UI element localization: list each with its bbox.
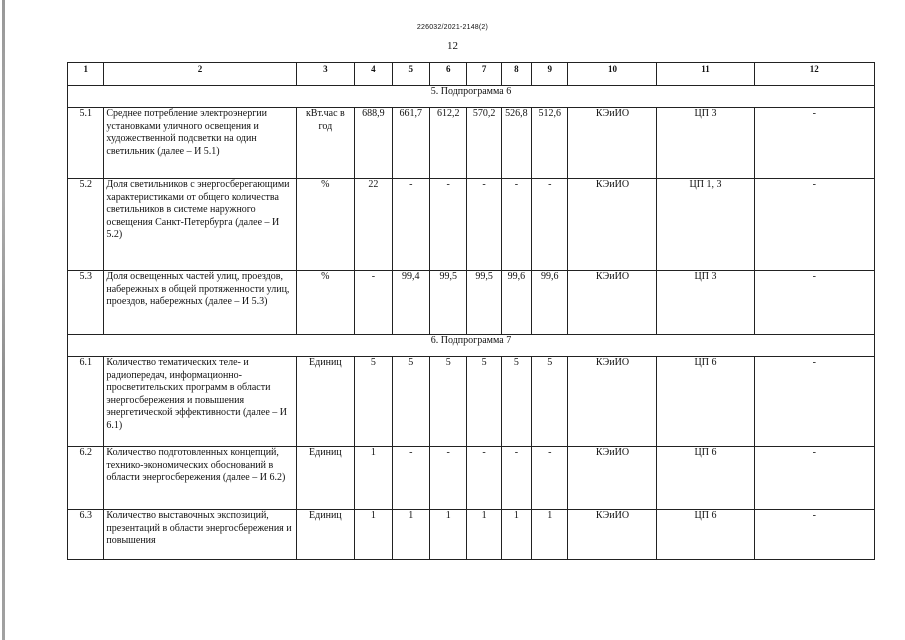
responsible-cell: КЭиИО [568, 510, 657, 560]
table-row [68, 357, 875, 447]
value-cell: 1 [532, 510, 568, 560]
section-title: 6. Подпрограмма 7 [68, 335, 875, 357]
unit-cell: % [296, 271, 355, 335]
value-cell: 512,6 [532, 108, 568, 179]
indicator-description: Количество выставочных экспозиций, презентаций в области энергосбережения и повышения [104, 510, 296, 560]
responsible-cell: КЭиИО [568, 357, 657, 447]
value-cell: 99,5 [429, 271, 466, 335]
value-cell: - [392, 179, 429, 271]
unit-cell: Единиц [296, 447, 355, 510]
document-id: 226032/2021-2148(2) [416, 24, 489, 31]
value-cell: 526,8 [501, 108, 531, 179]
value-cell: 661,7 [392, 108, 429, 179]
responsible-cell: КЭиИО [568, 108, 657, 179]
value-cell: 5 [467, 357, 501, 447]
responsible-cell: КЭиИО [568, 179, 657, 271]
value-cell: 1 [501, 510, 531, 560]
section-row [68, 335, 875, 357]
unit-cell: кВт.час в год [296, 108, 355, 179]
value-cell: - [532, 447, 568, 510]
goal-cell: ЦП 1, 3 [657, 179, 754, 271]
value-cell: 99,4 [392, 271, 429, 335]
column-header: 5 [392, 63, 429, 86]
value-cell: 688,9 [355, 108, 392, 179]
column-header: 3 [296, 63, 355, 86]
value-cell: 1 [429, 510, 466, 560]
value-cell: - [429, 447, 466, 510]
note-cell: - [754, 510, 874, 560]
column-header: 1 [68, 63, 104, 86]
table-row [68, 447, 875, 510]
value-cell: - [501, 179, 531, 271]
column-header: 7 [467, 63, 501, 86]
value-cell: - [467, 447, 501, 510]
value-cell: 5 [355, 357, 392, 447]
value-cell: 1 [467, 510, 501, 560]
value-cell: 5 [532, 357, 568, 447]
section-row [68, 86, 875, 108]
note-cell: - [754, 271, 874, 335]
unit-cell: % [296, 179, 355, 271]
value-cell: 99,5 [467, 271, 501, 335]
note-cell: - [754, 179, 874, 271]
value-cell: 1 [392, 510, 429, 560]
row-number: 5.1 [68, 108, 104, 179]
unit-cell: Единиц [296, 510, 355, 560]
note-cell: - [754, 357, 874, 447]
goal-cell: ЦП 3 [657, 108, 754, 179]
indicator-description: Количество тематических теле- и радиопередач, информационно-просветительских программ в области энергосбережения и повышения энергетической эффективности (далее – И 6.1) [104, 357, 296, 447]
value-cell: 612,2 [429, 108, 466, 179]
value-cell: 570,2 [467, 108, 501, 179]
row-number: 6.2 [68, 447, 104, 510]
column-header: 11 [657, 63, 754, 86]
page-number: 12 [447, 40, 458, 52]
value-cell: - [392, 447, 429, 510]
row-number: 5.2 [68, 179, 104, 271]
value-cell: - [467, 179, 501, 271]
table-row [68, 271, 875, 335]
goal-cell: ЦП 6 [657, 447, 754, 510]
column-header: 9 [532, 63, 568, 86]
indicator-description: Доля светильников с энергосберегающими характеристиками от общего количества светильников в системе наружного освещения Санкт-Петербурга (далее – И 5.2) [104, 179, 296, 271]
indicator-description: Доля освещенных частей улиц, проездов, набережных в общей протяженности улиц, проездов, набережных (далее – И 5.3) [104, 271, 296, 335]
value-cell: 5 [392, 357, 429, 447]
value-cell: 5 [501, 357, 531, 447]
row-number: 6.1 [68, 357, 104, 447]
row-number: 5.3 [68, 271, 104, 335]
goal-cell: ЦП 3 [657, 271, 754, 335]
header-row [68, 63, 875, 86]
column-header: 4 [355, 63, 392, 86]
indicators-table [67, 62, 875, 560]
value-cell: 99,6 [532, 271, 568, 335]
value-cell: - [532, 179, 568, 271]
note-cell: - [754, 108, 874, 179]
value-cell: - [429, 179, 466, 271]
column-header: 8 [501, 63, 531, 86]
value-cell: 1 [355, 447, 392, 510]
value-cell: - [355, 271, 392, 335]
goal-cell: ЦП 6 [657, 510, 754, 560]
column-header: 12 [754, 63, 874, 86]
section-title: 5. Подпрограмма 6 [68, 86, 875, 108]
column-header: 2 [104, 63, 296, 86]
column-header: 10 [568, 63, 657, 86]
indicator-description: Среднее потребление электроэнергии установками уличного освещения и художественной подсветки на один светильник (далее – И 5.1) [104, 108, 296, 179]
indicator-description: Количество подготовленных концепций, технико-экономических обоснований в области энергосбережения (далее – И 6.2) [104, 447, 296, 510]
row-number: 6.3 [68, 510, 104, 560]
column-header: 6 [429, 63, 466, 86]
value-cell: 5 [429, 357, 466, 447]
scan-edge-mark [2, 0, 5, 640]
table-row [68, 108, 875, 179]
table-row [68, 179, 875, 271]
value-cell: - [501, 447, 531, 510]
note-cell: - [754, 447, 874, 510]
goal-cell: ЦП 6 [657, 357, 754, 447]
value-cell: 99,6 [501, 271, 531, 335]
unit-cell: Единиц [296, 357, 355, 447]
table-row [68, 510, 875, 560]
responsible-cell: КЭиИО [568, 271, 657, 335]
responsible-cell: КЭиИО [568, 447, 657, 510]
value-cell: 22 [355, 179, 392, 271]
value-cell: 1 [355, 510, 392, 560]
